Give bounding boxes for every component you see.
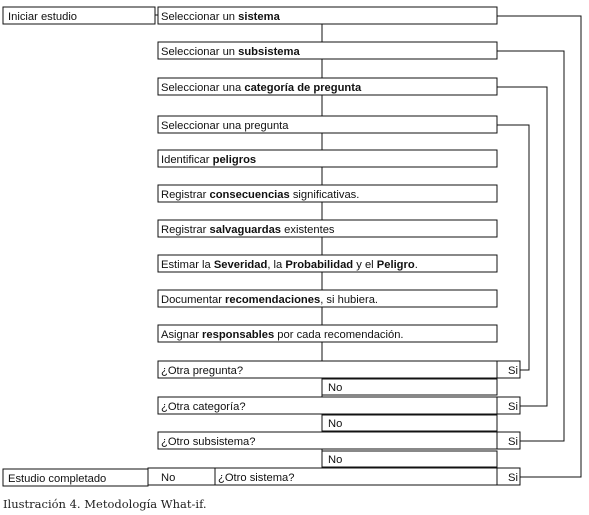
step-label: Seleccionar una pregunta [161, 120, 289, 132]
step-label: Seleccionar un sistema [161, 11, 280, 23]
no-label: No [328, 418, 343, 430]
decision-label: ¿Otro subsistema? [161, 436, 256, 448]
step-box [158, 116, 497, 133]
step-box [158, 78, 497, 95]
final-no-cell [148, 468, 215, 485]
no-branch-box [322, 415, 497, 431]
final-no-label: No [161, 472, 176, 484]
step-box [158, 325, 497, 342]
end-box [3, 469, 148, 486]
step-box [158, 255, 497, 272]
step-box [158, 7, 497, 24]
step-label: Estimar la Severidad, la Probabilidad y el Peligro. [161, 259, 418, 271]
step-box [158, 185, 497, 202]
step-box [158, 220, 497, 237]
step-label: Seleccionar una categoría de pregunta [161, 82, 362, 94]
yes-loop-line [497, 87, 547, 406]
step-label: Documentar recomendaciones, si hubiera. [161, 294, 379, 306]
decision-label: ¿Otra categoría? [161, 401, 246, 413]
no-label: No [328, 382, 343, 394]
step-label: Identificar peligros [161, 154, 257, 166]
step-box [158, 150, 497, 167]
decision-box [158, 432, 520, 449]
step-box [158, 42, 497, 59]
decision-box [158, 361, 520, 378]
step-label: Registrar salvaguardas existentes [161, 224, 335, 236]
yes-label: Si [508, 436, 518, 448]
yes-label: Si [508, 472, 518, 484]
end-label: Estudio completado [8, 473, 107, 485]
flow-boxes [148, 7, 520, 485]
start-box [3, 7, 155, 24]
decision-box [158, 397, 520, 414]
step-label: Seleccionar un subsistema [161, 46, 300, 58]
yes-loop-line [497, 125, 529, 370]
step-label: Asignar responsables por cada recomendación. [161, 329, 404, 341]
step-box [158, 290, 497, 307]
yes-label: Si [508, 401, 518, 413]
no-branch-box [322, 379, 497, 395]
decision-label: ¿Otro sistema? [218, 472, 295, 484]
no-label: No [328, 454, 343, 466]
no-branch-box [322, 451, 497, 467]
decision-box [148, 468, 520, 485]
yes-loop-line [497, 51, 564, 441]
decision-label: ¿Otra pregunta? [161, 365, 244, 377]
yes-label: Si [508, 365, 518, 377]
step-label: Registrar consecuencias significativas. [161, 189, 360, 201]
figure-caption: Ilustración 4. Metodología What-if. [3, 497, 207, 511]
start-label: Iniciar estudio [8, 11, 78, 23]
